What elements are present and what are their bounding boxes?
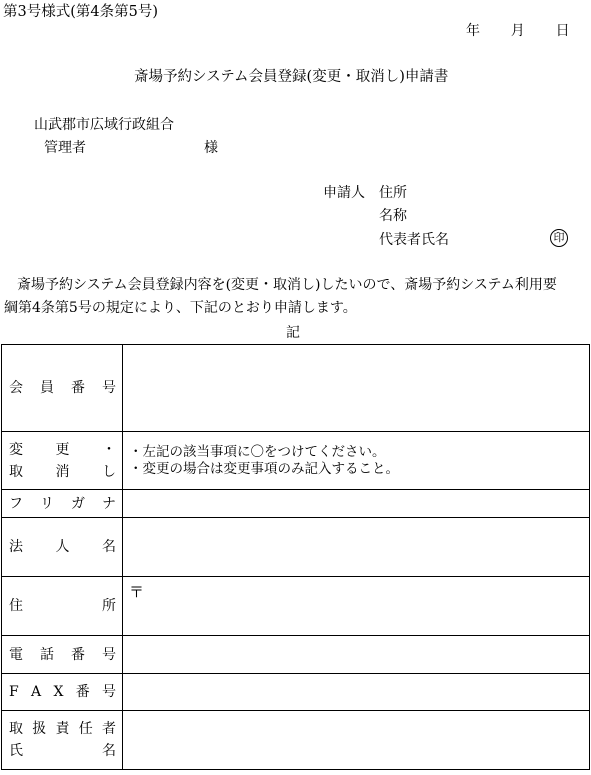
address-field[interactable] [123, 577, 590, 636]
date-line [466, 23, 570, 39]
body-text-line2: 綱第4条第5号の規定により、下記のとおり申請します。 [4, 300, 357, 316]
handler-field[interactable] [123, 711, 590, 770]
row-corp-name [2, 518, 590, 577]
recipient-organization: 山武郡市広域行政組合 [34, 117, 174, 133]
corp-name-field[interactable] [123, 518, 590, 577]
member-number-field[interactable] [123, 345, 590, 432]
change-option[interactable]: 変 更 ・ [9, 441, 116, 458]
row-furigana [2, 490, 590, 518]
change-cancel-notes [123, 432, 590, 490]
recipient-manager: 管理者 [44, 140, 86, 156]
change-cancel-label [2, 432, 123, 490]
applicant-representative-label: 代表者氏名 [379, 232, 449, 248]
cancel-option[interactable]: 取 消 し [9, 463, 116, 480]
row-member-number [2, 345, 590, 432]
applicant-name-label: 名称 [379, 208, 407, 224]
ki-heading: 記 [286, 325, 300, 341]
applicant-address-label: 住所 [379, 185, 407, 201]
change-note-2: ・変更の場合は変更事項のみ記入すること。 [129, 460, 399, 477]
row-change-cancel [2, 432, 590, 490]
change-note-1: ・左記の該当事項に〇をつけてください。 [129, 443, 386, 460]
recipient-honorific: 様 [204, 140, 218, 156]
handler-label: 取 扱 責 任 者 氏 名 [2, 711, 123, 770]
application-form-table [1, 344, 590, 770]
date-month: 月 [510, 23, 525, 39]
corp-name-label: 法 人 名 [2, 518, 123, 577]
phone-label: 電 話 番 号 [2, 636, 123, 674]
fax-field[interactable] [123, 674, 590, 711]
row-handler [2, 711, 590, 770]
fax-label: F A X 番 号 [2, 674, 123, 711]
phone-field[interactable] [123, 636, 590, 674]
address-label: 住 所 [2, 577, 123, 636]
row-fax [2, 674, 590, 711]
furigana-label: フ リ ガ ナ [2, 490, 123, 518]
postal-mark-icon: 〒 [129, 583, 145, 601]
form-number: 第3号様式(第4条第5号) [3, 4, 158, 20]
seal-mark: 印 [550, 229, 568, 247]
member-number-label: 会 員 番 号 [2, 345, 123, 432]
applicant-role: 申請人 [323, 185, 365, 201]
row-address [2, 577, 590, 636]
furigana-field[interactable] [123, 490, 590, 518]
date-year: 年 [466, 23, 480, 39]
date-day: 日 [555, 23, 570, 39]
body-text-line1: 斎場予約システム会員登録内容を(変更・取消し)したいので、斎場予約システム利用要 [17, 277, 557, 293]
page-title: 斎場予約システム会員登録(変更・取消し)申請書 [134, 69, 449, 85]
row-phone [2, 636, 590, 674]
